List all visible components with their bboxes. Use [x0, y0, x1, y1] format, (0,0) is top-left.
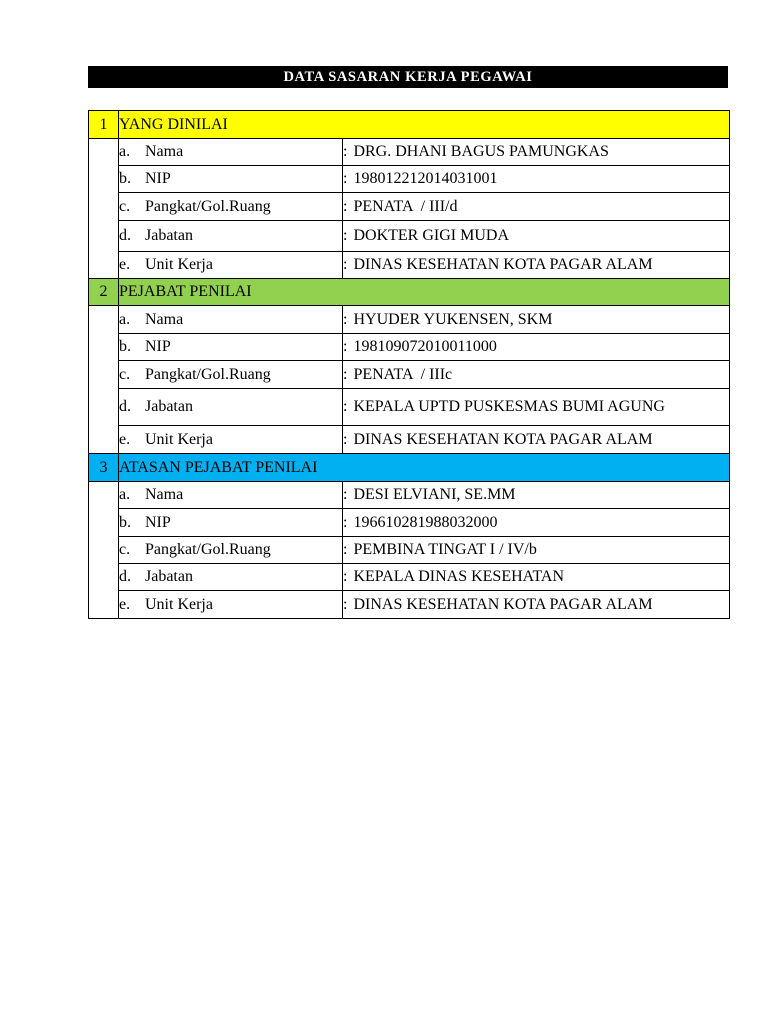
table-row [89, 537, 730, 564]
field-value: 198012212014031001 [353, 170, 498, 188]
field-value-cell: : DINAS KESEHATAN KOTA PAGAR ALAM [343, 426, 730, 454]
field-label: Jabatan [145, 227, 193, 245]
field-letter: e. [119, 256, 131, 274]
field-label: NIP [145, 513, 171, 531]
section-number: 2 [89, 279, 119, 306]
table-row [89, 426, 730, 454]
table-row [89, 564, 730, 591]
field-label-cell [119, 334, 343, 361]
field-label: Nama [145, 486, 184, 504]
section-number: 1 [89, 111, 119, 139]
table-row [89, 221, 730, 252]
field-label: Nama [145, 310, 184, 328]
table-row [89, 482, 730, 509]
field-value: 196610281988032000 [353, 513, 498, 531]
field-letter: b. [119, 338, 131, 356]
field-label: Pangkat/Gol.Ruang [145, 197, 271, 215]
field-letter: d. [119, 227, 131, 245]
field-letter: b. [119, 170, 131, 188]
field-label-cell [119, 166, 343, 193]
table-row [89, 306, 730, 334]
field-label-cell [119, 482, 343, 509]
field-value-cell: : PENATA / III/d [343, 193, 730, 221]
field-value: DOKTER GIGI MUDA [353, 227, 509, 245]
section-heading: PEJABAT PENILAI [119, 279, 730, 306]
field-value: DESI ELVIANI, SE.MM [353, 486, 516, 504]
section-heading: ATASAN PEJABAT PENILAI [119, 454, 730, 482]
field-value: PENATA / III/d [353, 197, 458, 215]
field-label: Pangkat/Gol.Ruang [145, 541, 271, 559]
field-label: Jabatan [145, 568, 193, 586]
field-value: HYUDER YUKENSEN, SKM [353, 310, 553, 328]
field-letter: c. [119, 197, 131, 215]
document-title: DATA SASARAN KERJA PEGAWAI [88, 66, 728, 88]
field-value: DINAS KESEHATAN KOTA PAGAR ALAM [353, 256, 653, 274]
field-letter: e. [119, 595, 131, 613]
field-value-cell: : DESI ELVIANI, SE.MM [343, 482, 730, 509]
table-row [89, 334, 730, 361]
field-label-cell [119, 537, 343, 564]
table-row [89, 509, 730, 537]
field-label: NIP [145, 338, 171, 356]
table-row [89, 389, 730, 426]
number-spacer-cell [89, 306, 119, 454]
field-value: KEPALA UPTD PUSKESMAS BUMI AGUNG [353, 398, 665, 416]
section-header-row [89, 279, 730, 306]
field-label-cell [119, 591, 343, 619]
field-label-cell [119, 564, 343, 591]
field-value-cell: : KEPALA UPTD PUSKESMAS BUMI AGUNG [343, 389, 730, 426]
field-value-cell: : 198109072010011000 [343, 334, 730, 361]
field-label-cell [119, 193, 343, 221]
table-row [89, 252, 730, 279]
field-letter: d. [119, 568, 131, 586]
field-value-cell: : HYUDER YUKENSEN, SKM [343, 306, 730, 334]
table-row [89, 139, 730, 166]
field-label-cell [119, 306, 343, 334]
field-letter: c. [119, 365, 131, 383]
field-label-cell [119, 139, 343, 166]
field-value: 198109072010011000 [353, 338, 497, 356]
field-letter: b. [119, 513, 131, 531]
field-value-cell: : 196610281988032000 [343, 509, 730, 537]
field-letter: a. [119, 143, 131, 161]
field-value-cell: : 198012212014031001 [343, 166, 730, 193]
field-letter: d. [119, 398, 131, 416]
field-value: KEPALA DINAS KESEHATAN [353, 568, 565, 586]
field-letter: e. [119, 430, 131, 448]
field-letter: a. [119, 486, 131, 504]
field-value: DRG. DHANI BAGUS PAMUNGKAS [353, 143, 609, 161]
field-label-cell [119, 361, 343, 389]
field-label: NIP [145, 170, 171, 188]
field-value-cell: : DINAS KESEHATAN KOTA PAGAR ALAM [343, 252, 730, 279]
number-spacer-cell [89, 139, 119, 279]
employee-data-table [88, 110, 730, 619]
field-letter: c. [119, 541, 131, 559]
table-row [89, 361, 730, 389]
field-label: Pangkat/Gol.Ruang [145, 365, 271, 383]
field-label-cell [119, 221, 343, 252]
field-value-cell: : DRG. DHANI BAGUS PAMUNGKAS [343, 139, 730, 166]
table-row [89, 591, 730, 619]
section-heading: YANG DINILAI [119, 111, 730, 139]
table-row [89, 193, 730, 221]
field-value-cell: : DINAS KESEHATAN KOTA PAGAR ALAM [343, 591, 730, 619]
field-value-cell: : DOKTER GIGI MUDA [343, 221, 730, 252]
field-label-cell [119, 509, 343, 537]
section-header-row [89, 111, 730, 139]
field-value: DINAS KESEHATAN KOTA PAGAR ALAM [353, 595, 653, 613]
field-value-cell: : PENATA / IIIc [343, 361, 730, 389]
field-value-cell: : PEMBINA TINGAT I / IV/b [343, 537, 730, 564]
field-value: PEMBINA TINGAT I / IV/b [353, 541, 537, 559]
field-value: DINAS KESEHATAN KOTA PAGAR ALAM [353, 430, 653, 448]
field-label: Unit Kerja [145, 595, 213, 613]
field-letter: a. [119, 310, 131, 328]
section-header-row [89, 454, 730, 482]
field-label-cell [119, 252, 343, 279]
field-label: Nama [145, 143, 184, 161]
table-row [89, 166, 730, 193]
field-label-cell [119, 426, 343, 454]
field-label: Unit Kerja [145, 430, 213, 448]
field-value: PENATA / IIIc [353, 365, 453, 383]
section-number: 3 [89, 454, 119, 482]
field-label-cell [119, 389, 343, 426]
field-value-cell: : KEPALA DINAS KESEHATAN [343, 564, 730, 591]
field-label: Jabatan [145, 398, 193, 416]
number-spacer-cell [89, 482, 119, 619]
field-label: Unit Kerja [145, 256, 213, 274]
